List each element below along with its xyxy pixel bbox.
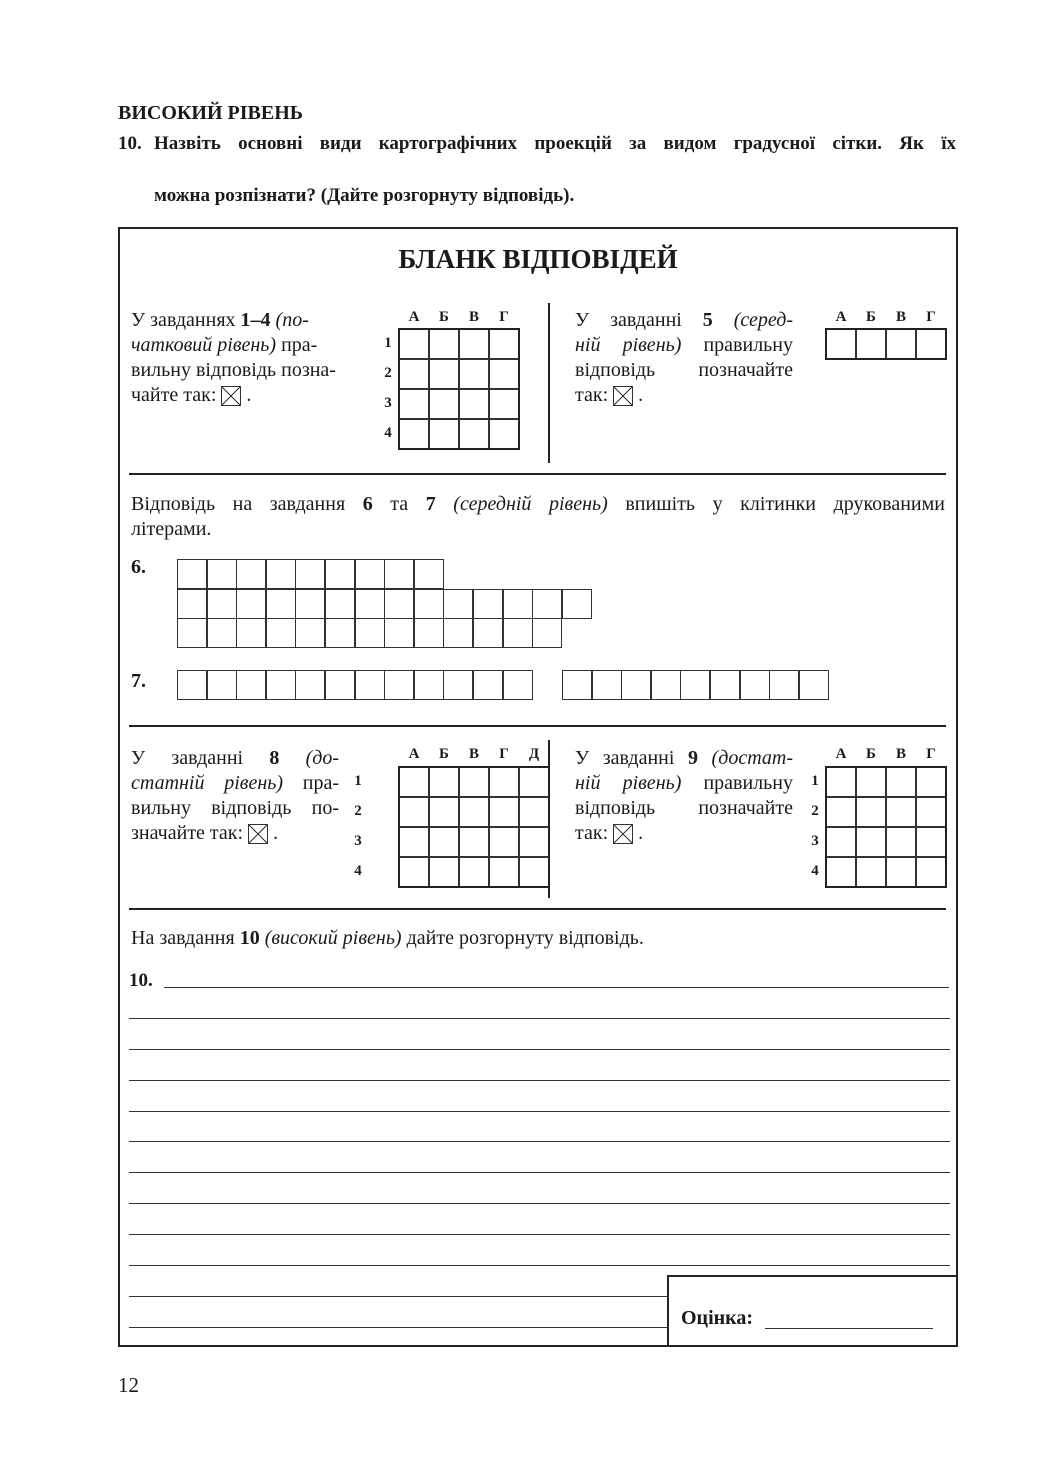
column-header: А	[408, 746, 420, 762]
row-header: 4	[384, 425, 392, 441]
task-7-letter-cell[interactable]	[266, 670, 296, 700]
task-8-answer-checkbox[interactable]	[519, 827, 549, 857]
column-header: Д	[528, 746, 540, 762]
task-1-4-answer-checkbox[interactable]	[489, 359, 519, 389]
task-8-answer-checkbox[interactable]	[429, 827, 459, 857]
text: У завданнях	[131, 309, 241, 331]
task-6-letter-cell[interactable]	[355, 559, 385, 589]
task-6-letter-cell[interactable]	[355, 618, 385, 648]
task-6-letter-cell[interactable]	[236, 589, 266, 619]
task-1-4-answer-checkbox[interactable]	[489, 329, 519, 359]
task-8-answer-checkbox[interactable]	[489, 767, 519, 797]
column-header: А	[408, 309, 420, 325]
task-8-answer-checkbox[interactable]	[519, 857, 549, 887]
answer-line[interactable]	[129, 1203, 950, 1204]
task-1-4-answer-checkbox[interactable]	[429, 329, 459, 359]
task-7-letter-cell[interactable]	[473, 670, 503, 700]
task-7-letter-cell[interactable]	[443, 670, 473, 700]
task-8-answer-checkbox[interactable]	[489, 797, 519, 827]
row-header: 2	[384, 365, 392, 381]
task-6-letter-cell[interactable]	[295, 618, 325, 648]
task-6-letter-cell[interactable]	[503, 618, 533, 648]
instructions-8: У завданні 8 (до- статній рівень) пра- вильну відповідь по- значайте так: .	[131, 747, 339, 844]
level-text: ній рівень)	[575, 334, 682, 356]
cross-mark-icon	[613, 824, 633, 844]
task-8-answer-checkbox[interactable]	[489, 827, 519, 857]
text: правильну	[681, 772, 793, 794]
task-6-letter-cell[interactable]	[443, 589, 473, 619]
task-8-answer-checkbox[interactable]	[519, 767, 549, 797]
column-header: В	[895, 309, 906, 325]
task-6-letter-cell[interactable]	[562, 589, 592, 619]
answer-line[interactable]	[129, 1049, 950, 1050]
divider	[129, 473, 946, 475]
row-header: 3	[811, 833, 819, 849]
level-text: статній рівень)	[131, 772, 284, 794]
task-range: 1–4	[240, 309, 271, 331]
task-8-answer-checkbox[interactable]	[429, 767, 459, 797]
page-number: 12	[118, 1373, 139, 1397]
task-6-letter-cell[interactable]	[384, 559, 414, 589]
task-6-letter-cell[interactable]	[207, 618, 237, 648]
row-header: 2	[811, 803, 819, 819]
instructions-5: У завданні 5 (серед- ній рівень) правильну відповідь позначайте так: .	[575, 309, 793, 406]
task-6-letter-cell[interactable]	[295, 589, 325, 619]
task-8-answer-checkbox[interactable]	[399, 767, 429, 797]
task-9-answer-checkbox[interactable]	[856, 797, 886, 827]
grade-field[interactable]	[765, 1328, 933, 1329]
task-7-letter-cell[interactable]	[769, 670, 799, 700]
task-9-answer-checkbox[interactable]	[886, 797, 916, 827]
task-1-4-answer-checkbox[interactable]	[459, 359, 489, 389]
text: (по-	[270, 309, 309, 331]
cross-mark-icon	[221, 386, 241, 406]
task-number: 6	[362, 493, 373, 515]
task-6-letter-cell[interactable]	[177, 589, 207, 619]
text: вильну відповідь по-	[131, 797, 339, 819]
task-8-answer-checkbox[interactable]	[429, 857, 459, 887]
column-header: Г	[926, 309, 936, 325]
task-6-letter-cell[interactable]	[414, 589, 444, 619]
task-8-answer-checkbox[interactable]	[519, 797, 549, 827]
task-6-letter-cell[interactable]	[532, 589, 562, 619]
text: значайте так:	[131, 822, 244, 844]
answer-line[interactable]	[129, 1234, 950, 1235]
column-header: Г	[926, 746, 936, 762]
column-header: Б	[439, 309, 449, 325]
task-6-letter-cell[interactable]	[236, 618, 266, 648]
task-7-label: 7.	[131, 670, 146, 692]
task-8-answer-checkbox[interactable]	[429, 797, 459, 827]
task-6-letter-cell[interactable]	[266, 618, 296, 648]
answer-line[interactable]	[129, 1172, 950, 1173]
task-1-4-answer-checkbox[interactable]	[399, 329, 429, 359]
text: (серед-	[712, 309, 793, 331]
task-8-answer-checkbox[interactable]	[489, 857, 519, 887]
column-header: А	[835, 309, 847, 325]
text: так:	[575, 822, 609, 844]
text: літерами.	[131, 518, 212, 540]
task-7-letter-cell[interactable]	[680, 670, 710, 700]
instructions-9: У завданні 9 (достат- ній рівень) правильну відповідь позначайте так: .	[575, 747, 793, 844]
row-header: 3	[384, 395, 392, 411]
column-header: Б	[866, 746, 876, 762]
answer-line[interactable]	[129, 1327, 667, 1328]
column-header: В	[895, 746, 906, 762]
task-9-answer-checkbox[interactable]	[826, 857, 856, 887]
grade-label: Оцінка:	[681, 1307, 754, 1329]
task-6-letter-cell[interactable]	[295, 559, 325, 589]
task-6-letter-cell[interactable]	[384, 589, 414, 619]
text: Відповідь на завдання	[131, 493, 363, 515]
text: (достат-	[698, 747, 793, 769]
column-header: Б	[439, 746, 449, 762]
task-6-letter-cell[interactable]	[414, 559, 444, 589]
task-6-letter-cell[interactable]	[443, 618, 473, 648]
answer-line[interactable]	[164, 987, 949, 988]
task-5-answer-checkbox[interactable]	[856, 329, 886, 359]
task-6-letter-cell[interactable]	[266, 559, 296, 589]
column-header: Б	[866, 309, 876, 325]
divider	[129, 908, 946, 910]
task-1-4-answer-checkbox[interactable]	[459, 419, 489, 449]
task-10-label: 10.	[129, 970, 153, 991]
task-6-letter-cell[interactable]	[473, 589, 503, 619]
task-6-letter-cell[interactable]	[503, 589, 533, 619]
cross-mark-icon	[613, 386, 633, 406]
task-6-letter-cell[interactable]	[384, 618, 414, 648]
text: У завданні	[575, 747, 688, 769]
question-number: 10.	[118, 133, 142, 154]
task-5-answer-checkbox[interactable]	[916, 329, 946, 359]
task-7-letter-cell[interactable]	[384, 670, 414, 700]
task-5-answer-checkbox[interactable]	[886, 329, 916, 359]
text: відповідь позначайте	[575, 797, 793, 819]
task-9-answer-checkbox[interactable]	[856, 827, 886, 857]
task-1-4-answer-checkbox[interactable]	[429, 359, 459, 389]
task-8-answer-checkbox[interactable]	[399, 797, 429, 827]
grade-box	[667, 1275, 958, 1347]
column-header: Г	[499, 746, 509, 762]
task-9-answer-checkbox[interactable]	[826, 827, 856, 857]
task-6-letter-cell[interactable]	[207, 559, 237, 589]
task-6-letter-cell[interactable]	[325, 559, 355, 589]
task-8-answer-checkbox[interactable]	[459, 857, 489, 887]
task-9-answer-checkbox[interactable]	[856, 857, 886, 887]
task-9-answer-checkbox[interactable]	[916, 827, 946, 857]
level-text: (середній рівень)	[435, 493, 608, 515]
task-8-answer-checkbox[interactable]	[399, 857, 429, 887]
task-7-letter-cell[interactable]	[295, 670, 325, 700]
task-9-answer-checkbox[interactable]	[826, 797, 856, 827]
question-text-line1: Назвіть основні види картографічних проекцій за видом градусної сітки. Як їх	[154, 133, 956, 154]
text: (до-	[279, 747, 339, 769]
task-1-4-answer-checkbox[interactable]	[429, 389, 459, 419]
task-7-letter-cell[interactable]	[325, 670, 355, 700]
task-9-answer-checkbox[interactable]	[886, 827, 916, 857]
row-header: 4	[811, 863, 819, 879]
task-6-letter-cell[interactable]	[473, 618, 503, 648]
row-header: 1	[384, 335, 392, 351]
task-9-answer-checkbox[interactable]	[826, 767, 856, 797]
task-6-letter-cell[interactable]	[532, 618, 562, 648]
task-7-letter-cell[interactable]	[710, 670, 740, 700]
text: пра-	[276, 334, 318, 356]
task-number: 10	[239, 927, 260, 949]
answer-line[interactable]	[129, 1296, 667, 1297]
row-header: 4	[354, 863, 362, 879]
cross-mark-icon	[248, 824, 268, 844]
task-number: 8	[269, 747, 280, 769]
task-6-letter-cell[interactable]	[266, 589, 296, 619]
task-7-letter-cell[interactable]	[207, 670, 237, 700]
task-7-letter-cell[interactable]	[651, 670, 681, 700]
task-9-answer-checkbox[interactable]	[916, 797, 946, 827]
task-number: 5	[702, 309, 713, 331]
instructions-1-4: У завданнях 1–4 (по- чатковий рівень) пра- вильну відповідь позна- чайте так: .	[131, 308, 367, 408]
task-7-letter-cell[interactable]	[503, 670, 533, 700]
level-text: ній рівень)	[575, 772, 682, 794]
level-text: (високий рівень)	[259, 927, 402, 949]
task-1-4-answer-checkbox[interactable]	[399, 419, 429, 449]
task-6-letter-cell[interactable]	[355, 589, 385, 619]
task-1-4-answer-checkbox[interactable]	[459, 329, 489, 359]
level-heading: ВИСОКИЙ РІВЕНЬ	[118, 102, 303, 124]
answer-line[interactable]	[129, 1111, 950, 1112]
answer-line[interactable]	[129, 1080, 950, 1081]
task-number: 7	[425, 493, 436, 515]
task-6-label: 6.	[131, 556, 146, 578]
row-header: 1	[354, 773, 362, 789]
text: У завданні	[575, 309, 703, 331]
instructions-10	[131, 926, 644, 951]
task-6-letter-cell[interactable]	[177, 618, 207, 648]
task-7-letter-cell[interactable]	[592, 670, 622, 700]
instructions-6-7	[131, 492, 945, 542]
task-7-letter-cell[interactable]	[621, 670, 651, 700]
task-6-letter-cell[interactable]	[236, 559, 266, 589]
question-text-line2: можна розпізнати? (Дайте розгорнуту відповідь).	[154, 185, 575, 206]
task-9-answer-checkbox[interactable]	[916, 857, 946, 887]
text: правильну	[681, 334, 793, 356]
text: відповідь позначайте	[575, 359, 793, 381]
task-7-letter-cell[interactable]	[177, 670, 207, 700]
task-8-answer-checkbox[interactable]	[459, 797, 489, 827]
task-1-4-answer-checkbox[interactable]	[459, 389, 489, 419]
text: вильну відповідь позна-	[131, 359, 336, 381]
task-7-letter-cell[interactable]	[562, 670, 592, 700]
column-header: В	[468, 746, 479, 762]
text: дайте розгорнуту відповідь.	[401, 927, 644, 949]
task-7-letter-cell[interactable]	[236, 670, 266, 700]
text: У завданні	[131, 747, 270, 769]
task-6-letter-cell[interactable]	[414, 618, 444, 648]
task-9-answer-checkbox[interactable]	[916, 767, 946, 797]
task-1-4-answer-checkbox[interactable]	[489, 389, 519, 419]
text: пра-	[283, 772, 339, 794]
text: та	[372, 493, 426, 515]
answer-line[interactable]	[129, 1265, 950, 1266]
divider	[129, 725, 946, 727]
divider	[548, 303, 550, 463]
question-10	[118, 131, 956, 209]
task-9-answer-checkbox[interactable]	[856, 767, 886, 797]
task-1-4-answer-checkbox[interactable]	[489, 419, 519, 449]
level-text: чатковий рівень)	[131, 334, 277, 356]
answer-line[interactable]	[129, 1018, 950, 1019]
task-1-4-answer-checkbox[interactable]	[429, 419, 459, 449]
task-9-answer-checkbox[interactable]	[886, 767, 916, 797]
text: чайте так:	[131, 384, 217, 406]
task-1-4-answer-checkbox[interactable]	[399, 359, 429, 389]
task-7-letter-cell[interactable]	[740, 670, 770, 700]
column-header: В	[468, 309, 479, 325]
task-7-letter-cell[interactable]	[799, 670, 829, 700]
row-header: 1	[811, 773, 819, 789]
text: На завдання	[131, 927, 240, 949]
row-header: 2	[354, 803, 362, 819]
task-5-answer-checkbox[interactable]	[826, 329, 856, 359]
row-header: 3	[354, 833, 362, 849]
column-header: Г	[499, 309, 509, 325]
task-6-letter-cell[interactable]	[325, 618, 355, 648]
task-1-4-answer-checkbox[interactable]	[399, 389, 429, 419]
task-6-letter-cell[interactable]	[177, 559, 207, 589]
text: так:	[575, 384, 609, 406]
answer-form-title: БЛАНК ВІДПОВІДЕЙ	[398, 244, 678, 274]
task-number: 9	[688, 747, 698, 769]
task-9-answer-checkbox[interactable]	[886, 857, 916, 887]
task-8-answer-checkbox[interactable]	[459, 827, 489, 857]
task-8-answer-checkbox[interactable]	[459, 767, 489, 797]
answer-line[interactable]	[129, 1141, 950, 1142]
task-8-answer-checkbox[interactable]	[399, 827, 429, 857]
task-7-letter-cell[interactable]	[355, 670, 385, 700]
column-header: А	[835, 746, 847, 762]
task-6-letter-cell[interactable]	[207, 589, 237, 619]
text: впишіть у клітинки друкованими	[607, 493, 945, 515]
task-6-letter-cell[interactable]	[325, 589, 355, 619]
task-7-letter-cell[interactable]	[414, 670, 444, 700]
